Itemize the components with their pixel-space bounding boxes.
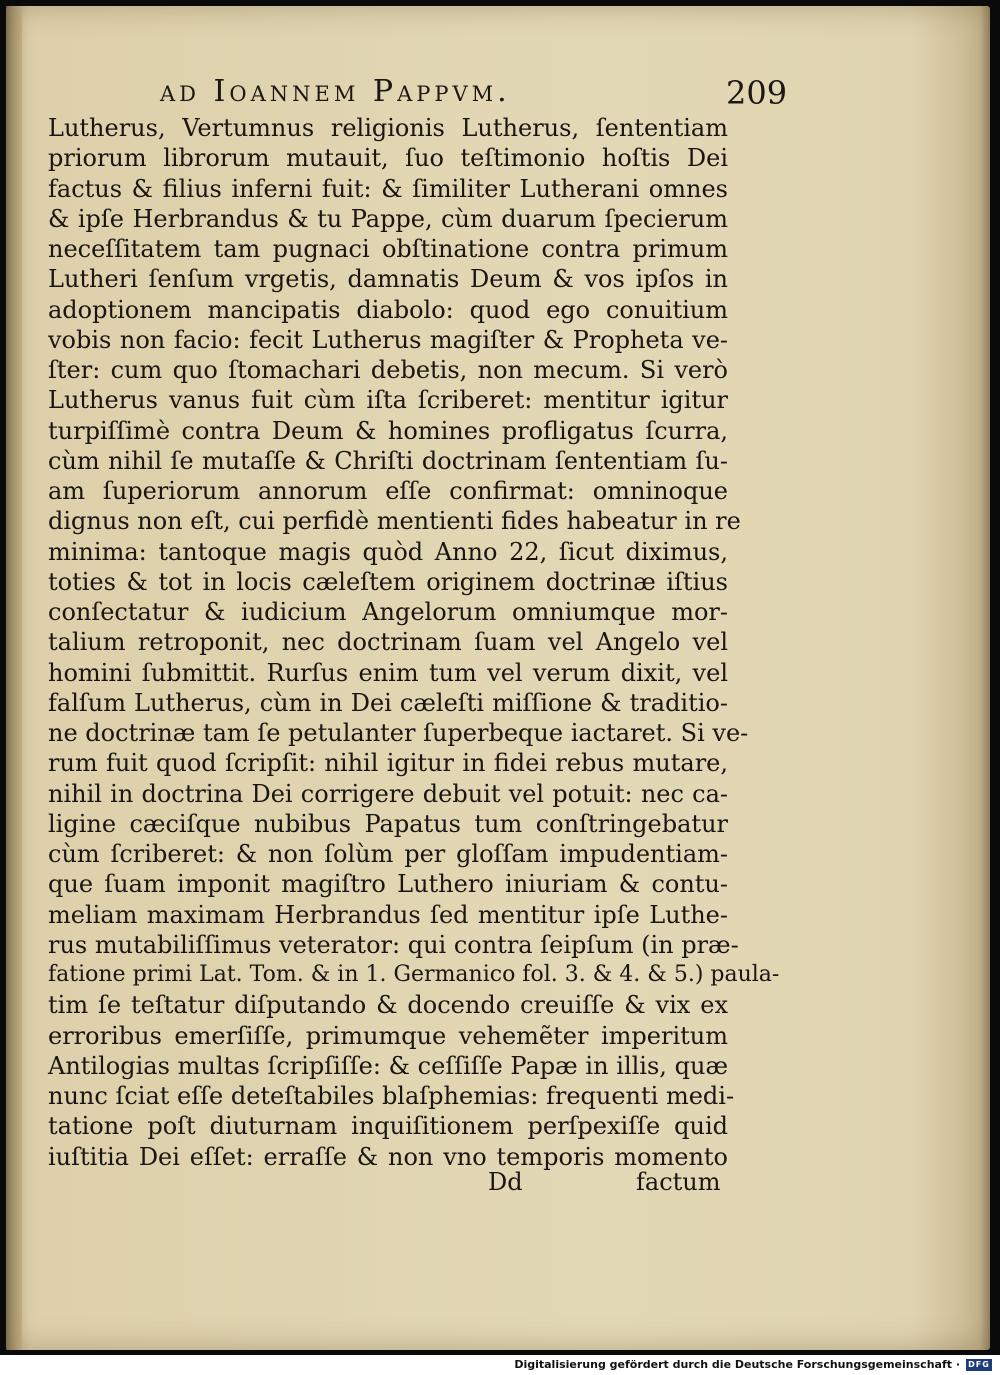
catchword: factum <box>636 1168 721 1196</box>
page-gutter <box>6 6 22 1350</box>
text-line: turpiſſimè contra Deum & homines profligatus ſcurra, <box>48 416 728 445</box>
text-line: tim ſe teſtatur diſputando & docendo creuiſſe & vix ex <box>48 991 728 1020</box>
text-line: minima: tantoque magis quòd Anno 22, ſicut diximus, <box>48 537 728 566</box>
signature-mark: Dd <box>488 1168 523 1196</box>
page-footer <box>0 1168 1000 1204</box>
text-line: Lutheri ſenſum vrgetis, damnatis Deum & vos ipſos in <box>48 265 728 294</box>
text-line: Antilogias multas ſcripſiſſe: & ceſſiſſe Papæ in illis, quæ <box>48 1051 728 1080</box>
text-line: neceſſitatem tam pugnaci obſtinatione contra primum <box>48 235 728 263</box>
text-line: iuſtitia Dei eſſet: erraſſe & non vno temporis momento <box>48 1142 728 1171</box>
text-line: cùm nihil ſe mutaſſe & Chriſti doctrinam ſententiam ſu- <box>48 446 728 475</box>
text-line: ne doctrinæ tam ſe petulanter ſuperbeque iactaret. Si ve- <box>48 719 749 747</box>
text-line: erroribus emerſiſſe, primumque vehemẽter imperitum <box>48 1021 728 1050</box>
running-head: ad Ioannem Pappvm. <box>160 74 511 109</box>
text-line: tatione poſt diuturnam inquiſitionem perſpexiſſe quid <box>48 1112 728 1141</box>
page-header <box>0 74 1000 118</box>
text-line: ligine cæciſque nubibus Papatus tum conſtringebatur <box>48 809 728 838</box>
text-line: & ipſe Herbrandus & tu Pappe, cùm duarum ſpecierum <box>48 204 728 233</box>
text-line: nihil in doctrina Dei corrigere debuit vel potuit: nec ca- <box>48 779 728 808</box>
text-line: adoptionem mancipatis diabolo: quod ego conuitium <box>48 295 728 324</box>
text-line: que ſuam imponit magiſtro Luthero iniuriam & contu- <box>48 870 728 899</box>
text-line: am ſuperiorum annorum eſſe confirmat: omninoque <box>48 477 728 505</box>
text-line: conſectatur & iudicium Angelorum omniumque mor- <box>48 598 728 626</box>
text-line: cùm ſcriberet: & non ſolùm per gloſſam impudentiam- <box>48 840 728 868</box>
text-line: Lutherus, Vertumnus religionis Lutherus, ſententiam <box>48 114 728 142</box>
text-line: rus mutabiliſſimus veterator: qui contra ſeipſum (in præ- <box>48 930 739 959</box>
text-line: ſter: cum quo ſtomachari debetis, non mecum. Si verò <box>48 356 728 384</box>
text-line: priorum librorum mutauit, ſuo teſtimonio hoſtis Dei <box>48 144 728 173</box>
dfg-logo-icon: DFG <box>966 1359 992 1371</box>
text-line: falſum Lutherus, cùm in Dei cæleſti miſſione & traditio- <box>48 688 728 717</box>
text-line: meliam maximam Herbrandus ſed mentitur ipſe Luthe- <box>48 900 728 929</box>
text-line: vobis non facio: fecit Lutherus magiſter & Propheta ve- <box>48 325 728 354</box>
text-line-citation: fatione primi Lat. Tom. & in 1. Germanico fol. 3. & 4. & 5.) paula- <box>48 962 780 987</box>
text-line: nunc ſciat eſſe deteſtabiles blaſphemias: frequenti medi- <box>48 1082 735 1110</box>
text-line: toties & tot in locis cæleſtem originem doctrinæ iſtius <box>48 567 728 596</box>
text-line: homini ſubmittit. Rurſus enim tum vel verum dixit, vel <box>48 658 728 687</box>
text-line: rum fuit quod ſcripſit: nihil igitur in fidei rebus mutare, <box>48 749 728 778</box>
page-number: 209 <box>726 74 788 112</box>
credit-bar <box>0 1355 1000 1375</box>
text-line: talium retroponit, nec doctrinam ſuam vel Angelo vel <box>48 628 728 657</box>
text-line: dignus non eſt, cui perfidè mentienti fides habeatur in re <box>48 507 741 536</box>
text-line: Lutherus vanus fuit cùm iſta ſcriberet: mentitur igitur <box>48 386 728 415</box>
body-text <box>48 113 780 1172</box>
credit-text: Digitalisierung gefördert durch die Deutsche Forschungsgemeinschaft · <box>514 1358 960 1371</box>
text-line: factus & filius inferni fuit: & ſimiliter Lutherani omnes <box>48 174 728 203</box>
